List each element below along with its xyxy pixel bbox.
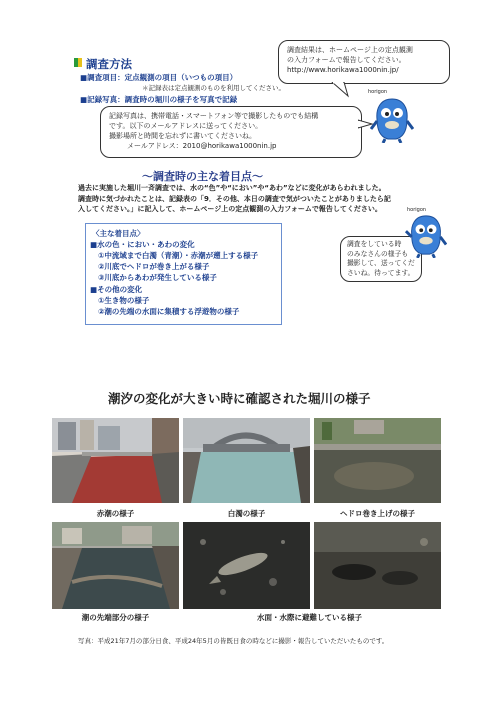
focus-item: ②川底でヘドロが巻き上がる様子 [98, 262, 210, 271]
photo-caption: 赤潮の様子 [96, 509, 135, 518]
focus-heading: ～調査時の主な着目点～ [142, 170, 263, 183]
fish-photo [314, 522, 441, 609]
red-tide-photo [52, 418, 179, 503]
mail-address: メールアドレス：2010@horikawa1000nin.jp [127, 142, 277, 150]
photo-caption: 水面・水際に避難している様子 [257, 613, 362, 622]
focus-item: ①生き物の様子 [98, 296, 150, 305]
report-url: http://www.horikawa1000nin.jp/ [287, 66, 399, 74]
section-icon [74, 58, 83, 67]
photos-title: 潮汐の変化が大きい時に確認された堀川の様子 [108, 391, 371, 406]
fish-photo [183, 522, 310, 609]
bubble-tail [330, 82, 350, 98]
mascot-bubble-line: 調査をしている時 [347, 240, 402, 248]
report-bubble [278, 40, 450, 84]
mascot-label: horigon [368, 89, 388, 95]
report-line: の入力フォームで報告してください。 [287, 56, 406, 64]
mascot-icon [370, 95, 414, 143]
mascot-label: horigon [407, 207, 427, 213]
bubble-tail [358, 118, 374, 130]
survey-photo-line: ■記録写真：調査時の堀川の様子を写真で記録 [80, 95, 238, 104]
mail-line: です。以下のメールアドレスに送ってください。 [109, 122, 263, 130]
focus-points-box [85, 223, 282, 325]
survey-method-title: 調査方法 [86, 57, 132, 71]
paragraph-line: 入してください。」に記入して、ホームページ上の定点観測の入力フォームで報告してください。 [78, 205, 382, 213]
white-turbidity-photo [183, 418, 310, 503]
paragraph-line: 過去に実施した堀川一斉調査では、水の“色”や“におい”や“あわ”などに変化があらわれました。 [78, 184, 386, 192]
mail-bubble [100, 106, 362, 158]
mascot-bubble-line: 撮影して、送ってくだ [347, 259, 415, 267]
mascot-icon [405, 212, 447, 258]
sludge-photo [314, 418, 441, 503]
focus-item: ③川底からあわが発生している様子 [98, 273, 217, 282]
mascot-bubble-line: のみなさんの様子も [347, 249, 409, 258]
photo-footnote: 写真：平成21年7月の部分日食、平成24年5月の皆既日食の時などに撮影・報告していただいたものです。 [78, 637, 389, 645]
box-title: 〈主な着目点〉 [92, 229, 145, 238]
photo-caption: ヘドロ巻き上げの様子 [340, 509, 415, 518]
mail-line: 撮影場所と時間を忘れずに書いてくださいね。 [109, 132, 256, 140]
focus-item: ①中流域まで白濁（青潮）・赤潮が遡上する様子 [98, 251, 259, 260]
focus-item: ■水の色・におい・あわの変化 [90, 240, 195, 249]
focus-item: ■その他の変化 [90, 285, 143, 294]
survey-item-line: ■調査項目：定点観測の項目（いつもの項目） [80, 73, 238, 82]
survey-item-note: ＊記録表は定点観測のものを利用してください。 [142, 84, 285, 92]
tide-front-photo [52, 522, 179, 609]
focus-item: ②潮の先端の水面に集積する浮遊物の様子 [98, 307, 240, 316]
paragraph-line: 調査時に気づかれたことは、記録表の「9．その他、本日の調査で気がついたことがありましたら記 [78, 194, 391, 203]
photo-caption: 潮の先端部分の様子 [81, 613, 150, 622]
mail-line: 記録写真は、携帯電話・スマートフォン等で撮影したものでも結構 [109, 112, 319, 120]
report-line: 調査結果は、ホームページ上の定点観測 [287, 46, 413, 54]
mascot-bubble-line: さいね。待ってます。 [347, 268, 415, 277]
focus-paragraph [78, 183, 438, 215]
photo-caption: 白濁の様子 [227, 509, 266, 518]
